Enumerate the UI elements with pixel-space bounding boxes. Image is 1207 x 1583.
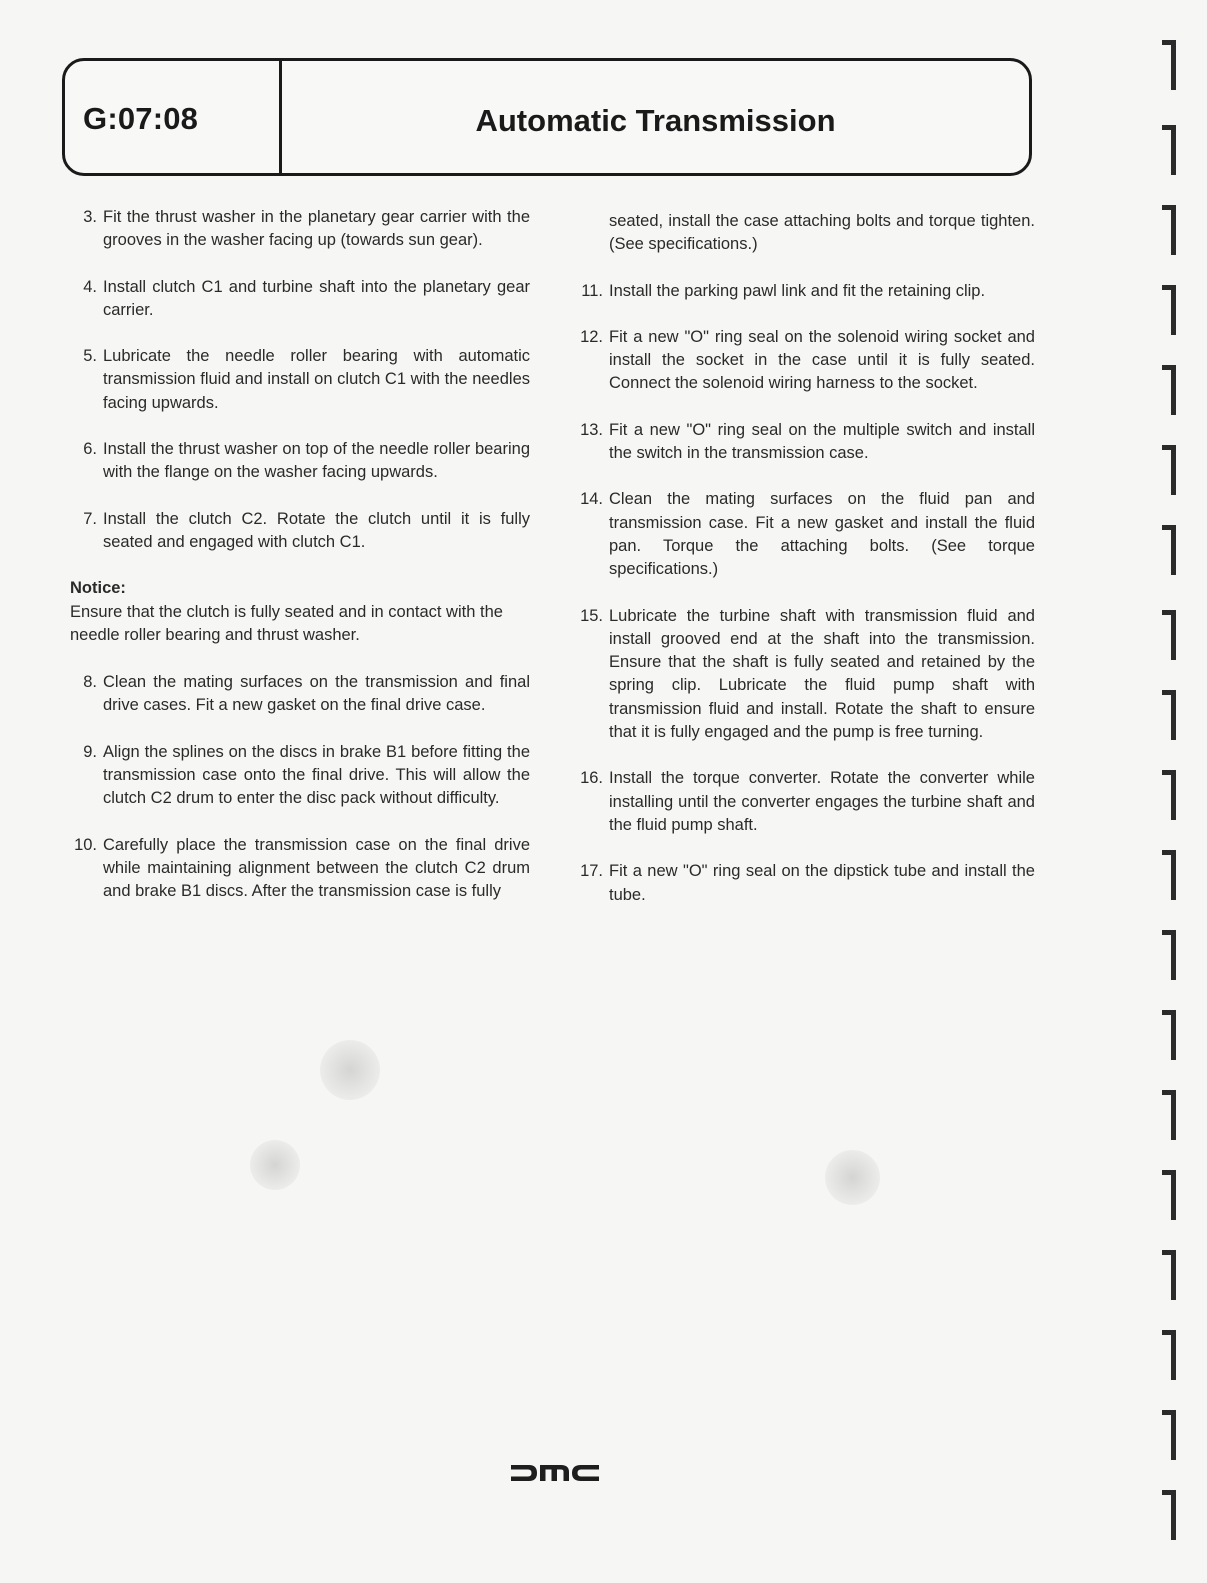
step-text: Align the splines on the discs in brake B1 before fitting the transmission case onto the final drive. This will allow the clutch C2 drum to enter the disc pack without difficulty.	[103, 742, 530, 808]
step-15	[573, 605, 1035, 745]
index-tab	[1162, 1410, 1178, 1460]
step-number: 10.	[74, 835, 97, 854]
step-number: 15.	[580, 606, 603, 625]
index-tab	[1162, 930, 1178, 980]
index-tab	[1162, 205, 1178, 255]
page-smudge	[825, 1150, 880, 1205]
left-column	[70, 206, 530, 927]
index-tabs	[1150, 30, 1190, 1570]
index-tab	[1162, 610, 1178, 660]
index-tab	[1162, 40, 1178, 90]
index-tab	[1162, 1490, 1178, 1540]
step-number: 3.	[83, 208, 97, 226]
step-6	[70, 438, 530, 485]
step-8	[70, 671, 530, 718]
step-text: Install the torque converter. Rotate the converter while installing until the converter engages the turbine shaft and the fluid pump shaft.	[609, 769, 1035, 834]
step-number: 12.	[580, 327, 603, 346]
step-14	[573, 488, 1035, 581]
index-tab	[1162, 125, 1178, 175]
step-number: 6.	[83, 440, 97, 459]
step-3	[70, 206, 530, 253]
index-tab	[1162, 1250, 1178, 1300]
notice-label: Notice:	[70, 579, 126, 598]
step-number: 11.	[581, 281, 603, 300]
step-text: Fit a new "O" ring seal on the multiple switch and install the switch in the transmission case.	[609, 420, 1035, 463]
step-number: 9.	[83, 742, 97, 761]
step-10	[70, 834, 530, 904]
index-tab	[1162, 690, 1178, 740]
index-tab	[1162, 1330, 1178, 1380]
index-tab	[1162, 365, 1178, 415]
step-text: Lubricate the needle roller bearing with automatic transmission fluid and install on clutch C1 with the needles facing upwards.	[103, 347, 530, 412]
step-text: Fit a new "O" ring seal on the solenoid wiring socket and install the socket in the case until it is fully seated. Connect the solenoid wiring harness to the socket.	[609, 327, 1035, 393]
step-number: 8.	[83, 673, 97, 692]
step-7	[70, 508, 530, 555]
index-tab	[1162, 525, 1178, 575]
page-smudge	[320, 1040, 380, 1100]
step-12	[573, 326, 1035, 396]
step-number: 13.	[580, 420, 603, 439]
section-header	[62, 58, 1032, 176]
page-title: Automatic Transmission	[475, 103, 836, 138]
step-text: Clean the mating surfaces on the transmission and final drive cases. Fit a new gasket on the final drive case.	[103, 673, 530, 715]
step-number: 16.	[580, 769, 603, 788]
step-text: Fit a new "O" ring seal on the dipstick tube and install the tube.	[609, 862, 1035, 904]
index-tab	[1162, 850, 1178, 900]
step-text: Install the parking pawl link and fit the retaining clip.	[609, 281, 986, 300]
step-text: seated, install the case attaching bolts and torque tighten. (See specifications.)	[609, 212, 1035, 254]
step-text: Install the clutch C2. Rotate the clutch until it is fully seated and engaged with clutch C1.	[103, 509, 530, 551]
index-tab	[1162, 1170, 1178, 1220]
step-4	[70, 276, 530, 323]
step-11	[573, 280, 1035, 303]
step-number: 5.	[83, 347, 97, 366]
page-smudge	[250, 1140, 300, 1190]
index-tab	[1162, 285, 1178, 335]
step-16	[573, 767, 1035, 837]
section-code: G:07:08	[83, 101, 199, 136]
step-text: Clean the mating surfaces on the fluid pan and transmission case. Fit a new gasket and install the fluid pan. Torque the attaching bolts. (See torque specifications.)	[609, 490, 1035, 579]
step-text: Lubricate the turbine shaft with transmission fluid and install grooved end at the shaft into the transmission. Ensure that the shaft is fully seated and retained by the spring clip. Lubricate the fluid pump shaft with transmission fluid and install. Rotate the shaft to ensure that it is fully engaged and the pump is free turning.	[609, 606, 1035, 742]
notice-text: Ensure that the clutch is fully seated and in contact with the needle roller bearing and thrust washer.	[70, 602, 503, 644]
index-tab	[1162, 1010, 1178, 1060]
step-text: Install the thrust washer on top of the needle roller bearing with the flange on the washer facing upwards.	[103, 440, 530, 482]
step-text: Fit the thrust washer in the planetary gear carrier with the grooves in the washer facing up (towards sun gear).	[103, 208, 530, 250]
step-9	[70, 741, 530, 811]
step-17	[573, 860, 1035, 907]
step-number: 14.	[580, 490, 603, 509]
step-number: 17.	[580, 862, 603, 881]
step-5	[70, 345, 530, 415]
right-column	[573, 210, 1035, 930]
index-tab	[1162, 770, 1178, 820]
step-number: 7.	[83, 509, 97, 528]
notice-block	[70, 577, 530, 647]
step-text: Install clutch C1 and turbine shaft into the planetary gear carrier.	[103, 277, 530, 319]
step-text: Carefully place the transmission case on the final drive while maintaining alignment between the clutch C2 drum and brake B1 discs. After the transmission case is fully	[103, 835, 530, 901]
step-number: 4.	[83, 277, 97, 296]
dmc-logo	[511, 1464, 599, 1482]
index-tab	[1162, 1090, 1178, 1140]
step-13	[573, 419, 1035, 466]
index-tab	[1162, 445, 1178, 495]
step-10-continuation	[573, 210, 1035, 257]
